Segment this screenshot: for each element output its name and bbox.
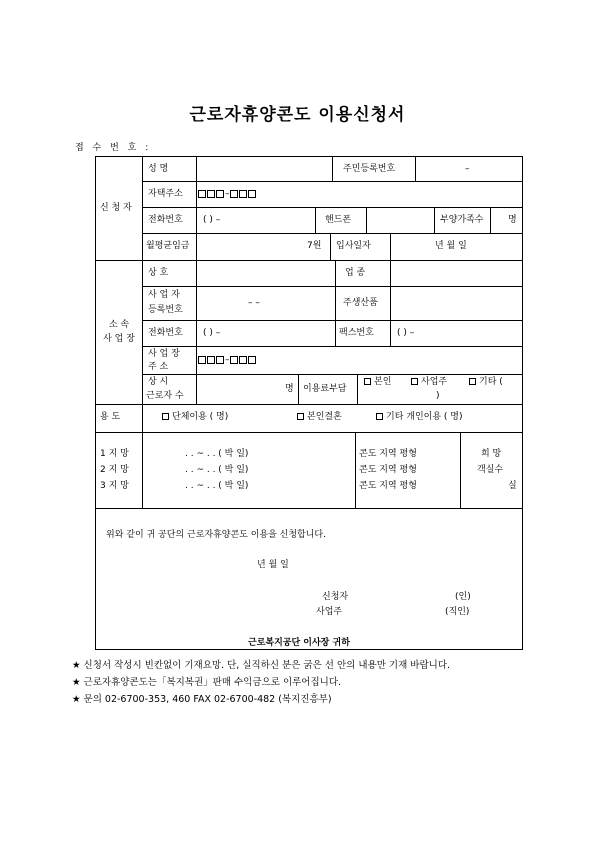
- choice-2-condo[interactable]: 콘도 지역 평형: [359, 465, 417, 475]
- company-address-label-2: 주 소: [148, 362, 169, 372]
- purpose-option-wedding[interactable]: 본인결혼: [297, 412, 342, 423]
- company-address-label-1: 사 업 장: [148, 349, 180, 359]
- choice-2-label: 2 지 망: [100, 465, 129, 475]
- company-phone-label: 전화번호: [148, 328, 183, 338]
- applicant-section-label: 신 청 자: [100, 203, 132, 213]
- page-title: 근로자휴양콘도 이용신청서: [189, 105, 406, 125]
- choice-1-dates[interactable]: . . ~ . . ( 박 일): [185, 449, 249, 459]
- checkbox-icon[interactable]: [376, 413, 383, 420]
- hire-date-label: 입사일자: [336, 241, 371, 251]
- dependents-unit: 명: [508, 215, 517, 225]
- workers-unit: 명: [285, 384, 294, 394]
- rrn-value[interactable]: –: [465, 164, 470, 174]
- choice-2-dates[interactable]: . . ~ . . ( 박 일): [185, 465, 249, 475]
- purpose-option-group[interactable]: 단체이용 ( 명): [162, 412, 228, 423]
- company-name-label: 상 호: [148, 268, 169, 278]
- company-section-label-2: 사 업 장: [103, 334, 135, 344]
- checkbox-icon[interactable]: [162, 413, 169, 420]
- address-label: 자택주소: [148, 189, 183, 199]
- payer-option-other[interactable]: 기타 (: [469, 377, 503, 388]
- wage-unit: 7원: [307, 241, 322, 251]
- note-2: ★ 근로자휴양콘도는「복지복권」판매 수익금으로 이루어집니다.: [72, 677, 342, 688]
- declaration-statement: 위와 같이 귀 공단의 근로자휴양콘도 이용을 신청합니다.: [106, 530, 326, 540]
- payer-option-self[interactable]: 본인: [364, 377, 391, 388]
- phone-value[interactable]: ( ) –: [203, 215, 221, 225]
- company-phone-value[interactable]: ( ) –: [203, 328, 221, 338]
- mobile-label: 핸드폰: [325, 215, 352, 225]
- regno-label-1: 사 업 자: [148, 290, 180, 300]
- dependents-label: 부양가족수: [440, 215, 484, 225]
- company-section-label-1: 소 속: [108, 320, 130, 330]
- checkbox-icon[interactable]: [297, 413, 304, 420]
- receipt-number-label: 접 수 번 호 :: [75, 143, 152, 153]
- workers-label-1: 상 시: [148, 377, 169, 387]
- regno-label-2: 등록번호: [148, 305, 183, 315]
- employer-seal: (직인): [445, 607, 470, 617]
- company-postal-boxes[interactable]: –: [198, 355, 257, 366]
- payer-label: 이용료부담: [303, 384, 347, 394]
- hire-date-value[interactable]: 년 월 일: [435, 241, 467, 251]
- choice-3-condo[interactable]: 콘도 지역 평형: [359, 481, 417, 491]
- regno-value[interactable]: – –: [248, 298, 260, 308]
- choice-1-condo[interactable]: 콘도 지역 평형: [359, 449, 417, 459]
- rrn-label: 주민등록번호: [343, 164, 396, 174]
- fax-value[interactable]: ( ) –: [397, 328, 415, 338]
- name-label: 성 명: [148, 164, 169, 174]
- applicant-seal: (인): [455, 592, 471, 602]
- rooms-label-1: 희 망: [481, 449, 502, 459]
- workers-label-2: 근로자 수: [146, 391, 184, 401]
- industry-label: 업 종: [345, 268, 366, 278]
- checkbox-icon[interactable]: [411, 378, 418, 385]
- applicant-sign-label: 신청자: [322, 592, 349, 602]
- product-label: 주생산품: [343, 298, 378, 308]
- payer-option-employer[interactable]: 사업주: [411, 377, 447, 388]
- phone-label: 전화번호: [148, 215, 183, 225]
- declaration-date[interactable]: 년 월 일: [257, 560, 289, 570]
- postal-code-boxes[interactable]: –: [198, 189, 257, 200]
- purpose-option-other[interactable]: 기타 개인이용 ( 명): [376, 412, 462, 423]
- addressee: 근로복지공단 이사장 귀하: [248, 638, 350, 648]
- note-3: ★ 문의 02-6700-353, 460 FAX 02-6700-482 (복지진흥부): [72, 694, 332, 705]
- choice-3-dates[interactable]: . . ~ . . ( 박 일): [185, 481, 249, 491]
- rooms-unit: 실: [508, 481, 517, 491]
- note-1: ★ 신청서 작성시 빈칸없이 기재요망. 단, 실직하신 분은 굵은 선 안의 내용만 기재 바랍니다.: [72, 660, 451, 671]
- choice-3-label: 3 지 망: [100, 481, 129, 491]
- choice-1-label: 1 지 망: [100, 449, 129, 459]
- employer-sign-label: 사업주: [316, 607, 343, 617]
- checkbox-icon[interactable]: [469, 378, 476, 385]
- rooms-label-2: 객실수: [477, 465, 504, 475]
- checkbox-icon[interactable]: [364, 378, 371, 385]
- application-form: [95, 156, 523, 650]
- purpose-label: 용 도: [100, 412, 121, 422]
- wage-label: 월평균임금: [146, 241, 190, 251]
- payer-option-other-close: ): [436, 391, 440, 401]
- fax-label: 팩스번호: [339, 328, 374, 338]
